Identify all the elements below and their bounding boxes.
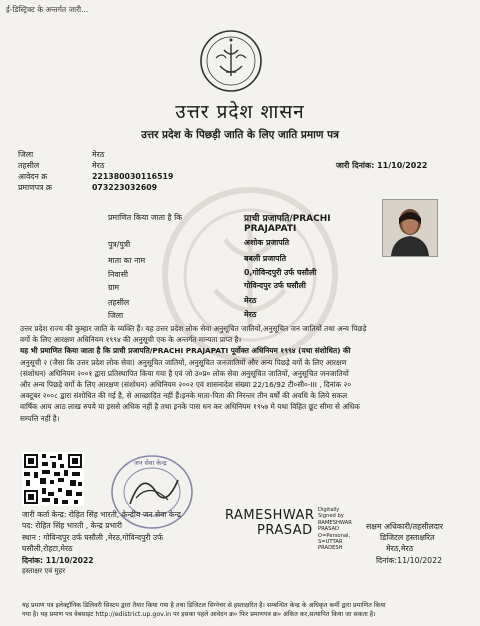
up-emblem-icon [196, 28, 266, 94]
district-value: मेरठ [92, 150, 105, 159]
resident-label: निवासी [108, 270, 128, 279]
applicant-photo [382, 199, 438, 257]
issue-date: जारी दिनांक: 11/10/2022 [336, 161, 428, 170]
mother-label: माता का नाम [108, 256, 146, 265]
issuer-line: हस्ताक्षर एवं मुहर [22, 567, 66, 576]
tehsil-value: मेरठ [92, 161, 105, 170]
body-line: यह भी प्रमाणित किया जाता है कि प्राची प्रजापति/PRACHI PRAJAPATI पूर्वोक्त अधिनियम १९९४ (यथा संशोधित) की [20, 346, 351, 356]
verification-note [22, 602, 468, 619]
sig-line: O=Personal, [318, 532, 351, 539]
competent-officer [366, 521, 476, 566]
officer-line: सक्षम अधिकारी/तहसीलदार [366, 522, 444, 531]
village-value: गोविन्दपुर उर्फ घसौली [244, 281, 306, 290]
certificate-no-value: 073223032609 [92, 183, 158, 192]
certificate-title: उत्तर प्रदेश के पिछड़ी जाति के लिए जाति प्रमाण पत्र [141, 129, 339, 141]
sig-line: PRASAD [318, 526, 340, 533]
parent-value: अशोक प्रजापति [244, 238, 290, 247]
qr-code-icon [22, 452, 84, 506]
sig-line: RAMESHWAR [318, 519, 352, 526]
signature-details [318, 507, 352, 552]
note-line: गया है। यह प्रमाण पत्र वेबसाइट http://edistrict.up.gov.in पर इसका पहले आवेदन क्र० फिर प्रमाणपत्र क्र० अंकित कर,सत्यापित किया जा सकता है। [22, 610, 376, 618]
district-label: जिला [18, 150, 34, 159]
officer-line: डिजिटल हस्ताक्षरित [380, 533, 435, 543]
body-line: अक्टूबर २००८ द्वारा संशोधित की गई है, से आच्छादित नहीं हैं।इनके माता-पिता की निरन्तर तीन वर्षों की अवधि के लिये सकल [20, 391, 348, 401]
applicant-name-line2: PRAJAPATI [244, 224, 297, 234]
district-detail-label: जिला [108, 311, 124, 320]
district-detail-value: मेरठ [244, 310, 257, 319]
issuer-line: पद: रोहित सिंह भारती , केन्द्र प्रभारी [22, 521, 122, 531]
application-no-value: 221380030116519 [92, 172, 174, 181]
stamp-text: जन सेवा केन्द्र [134, 459, 167, 467]
certificate-no-label: प्रमाणपत्र क्र [18, 183, 52, 192]
note-line: यह प्रमाण पत्र इलेक्ट्रॉनिक डिलिवरी सिस्टम द्वारा तैयार किया गया है तथा डिजिटल सिग्नेचर से हस्ताक्षरित है। सम्बन्धित केन्द्र के अधिकृत कर्मी द्वारा प्रमाणित किया [22, 602, 386, 609]
tehsil-detail-label: तहसील [108, 298, 130, 307]
tehsil-detail-value: मेरठ [244, 296, 257, 305]
body-line: (संशोधन) अधिनियम २००१ द्वारा प्रतिस्थापित किया गया है एवं जो उ०प्र० लोक सेवा अनुसूचित जातियों, अनुसूचित जनजातियों [20, 368, 349, 378]
body-line: अनुसूची २ (जैसा कि उत्तर प्रदेश लोक सेवा) अनुसूचित जातियों, अनुसूचित जनजातियों और अन्य पिछड़े वर्गो के लिए आरक्षण [20, 357, 347, 367]
body-line: और अन्य पिछड़े वर्गो के लिए आरक्षण (संशोधन) अधिनियम २००२ एवं शासनादेश संख्या 22/16/92 टी०सी०-III , दिनांक २० [20, 380, 352, 390]
issuer-line: स्थान : गोविन्दपुर उर्फ घसौली ,मेरठ,गोविन्दपुरी उर्फ [22, 532, 163, 542]
sig-line: S=UTTAR [318, 539, 343, 546]
signer-name-line2: PRASAD [257, 523, 313, 538]
sig-line: Digitally [318, 507, 340, 513]
body-line: वार्षिक आय आठ लाख रुपये या इससे अधिक नहीं है तथा इनके पास धन कर अधिनियम १९५७ मे यथा विहित छूट सीमा से अधिक [20, 402, 360, 412]
village-label: ग्राम [108, 283, 120, 292]
issuer-line: घसौली,रोहटा,मेरठ [22, 544, 73, 554]
body-line: उत्तर प्रदेश राज्य की कुम्हार जाति के व्यक्ति हैं। यह उत्तर प्रदेश लोक सेवा अनुसूचित जातियों,अनुसूचित जन जातियों तथा अन्य पिछड़े [20, 324, 367, 333]
resident-value: 0,गोविन्दपुरी उर्फ घसौली [244, 268, 317, 277]
parent-label: पुत्र/पुत्री [108, 240, 131, 249]
mother-value: बबली प्रजापति [244, 254, 287, 263]
body-line: वर्गो के लिए आरक्षण अधिनियम १९९४ की अनुसूची एक के अन्तर्गत मान्यता प्राप्त है। [20, 335, 242, 345]
officer-line: दिनांक:11/10/2022 [376, 555, 443, 565]
tehsil-label: तहसील [18, 161, 40, 170]
issuing-center-details [22, 509, 222, 577]
issuer-line: जारी कर्ता केन्द्र: रोहित सिंह भारती, केन्द्रीय जन सेवा केन्द्र [22, 510, 181, 519]
top-note: ई-डिस्ट्रिक्ट के अन्तर्गत जारी... [6, 5, 89, 14]
digital-signature [225, 508, 314, 538]
applicant-name-line1: प्राची प्रजापति/PRACHI [244, 214, 331, 224]
government-title: उत्तर प्रदेश शासन [175, 101, 305, 123]
issuer-line: दिनांक: 11/10/2022 [22, 555, 94, 565]
certificate-body [20, 323, 466, 424]
certify-label: प्रमाणित किया जाता है कि [108, 213, 183, 222]
sig-line: PRADESH [318, 545, 343, 552]
officer-line: मेरठ,मेरठ [386, 544, 414, 554]
signer-name-line1: RAMESHWAR [225, 508, 315, 523]
sig-line: Signed by [318, 513, 344, 520]
application-no-label: आवेदन क्र [18, 172, 48, 181]
body-line: सम्पत्ति नहीं है। [20, 413, 60, 423]
